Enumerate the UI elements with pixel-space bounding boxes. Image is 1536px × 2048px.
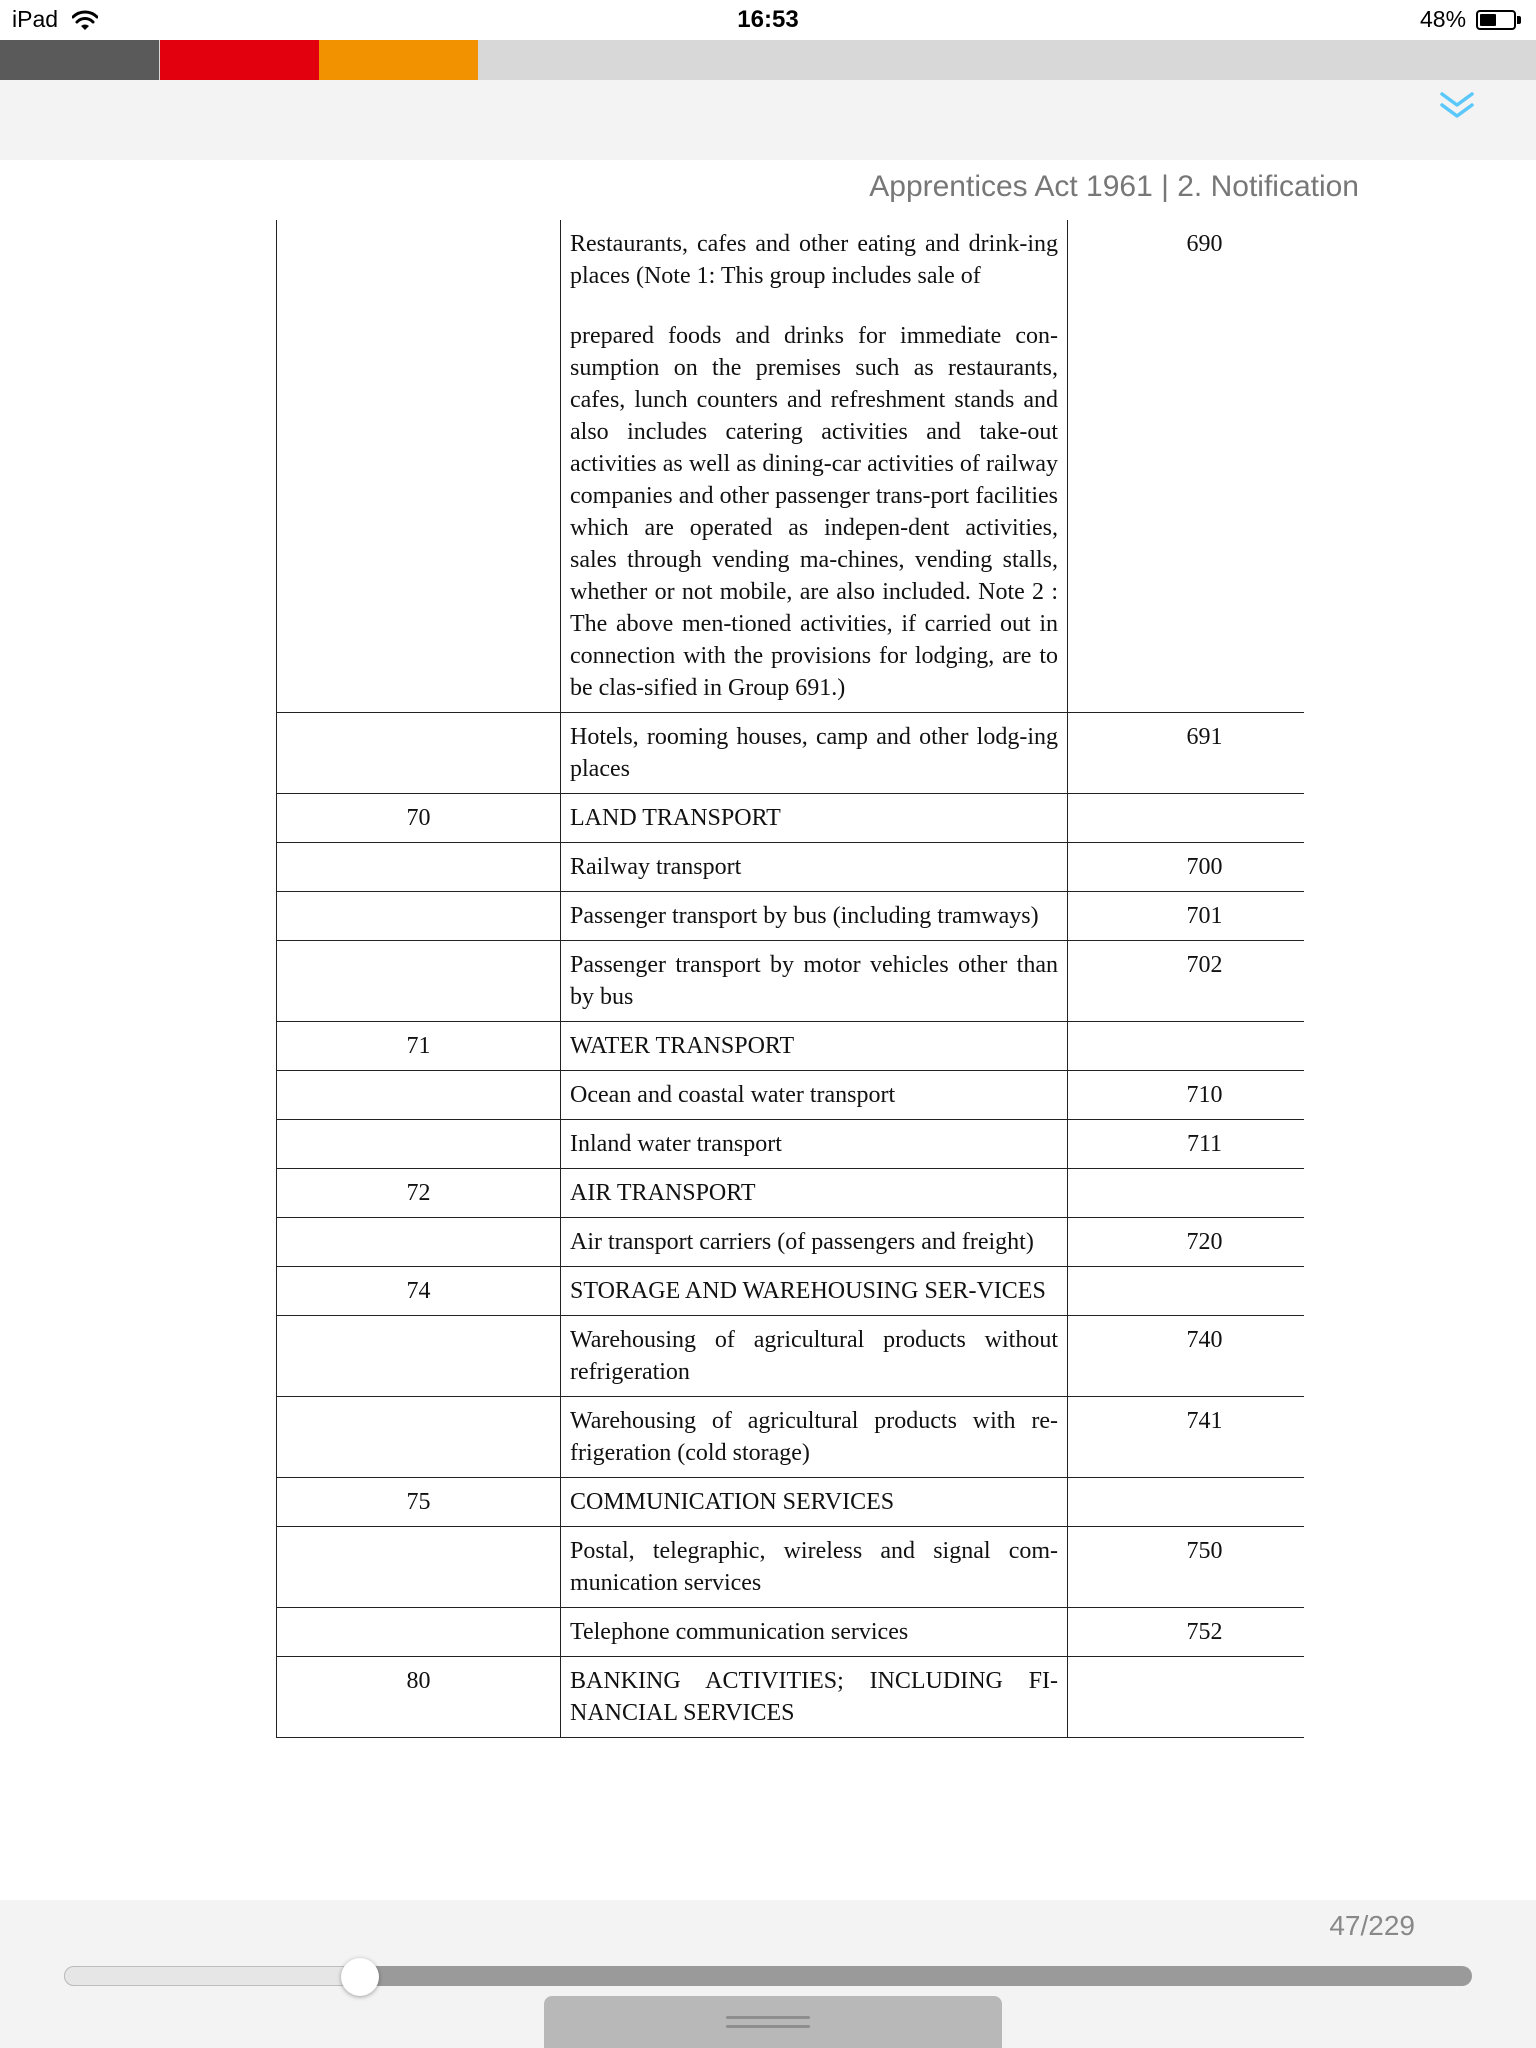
- description-cell: [561, 1527, 1068, 1608]
- group-cell: 691: [1068, 713, 1305, 794]
- division-cell: 72: [277, 1169, 561, 1218]
- description-cell: [561, 843, 1068, 892]
- battery-percent: 48%: [1420, 6, 1467, 32]
- description-text-continued: prepared foods and drinks for immediate con-sumption on the premises such as restaurants, cafes, lunch counters and refreshment stands and also includes catering activities and take-out activities as well as dining-car activities of railway companies and other passenger trans-port facilities which are operated as indepen-dent activities, sales through vending ma-chines, vending stalls, whether or not mobile, are also included. Note 2 : The above men-tioned activities, if carried out in connection with the provisions for lodging, are to be clas-sified in Group 691.): [570, 323, 1058, 701]
- table-row: [277, 892, 1305, 941]
- table-row: [277, 713, 1305, 794]
- group-cell: [1068, 1267, 1305, 1316]
- table-row: [277, 220, 1305, 713]
- description-cell: [561, 1657, 1068, 1738]
- group-cell: 701: [1068, 892, 1305, 941]
- group-cell: [1068, 1478, 1305, 1527]
- table-row: [277, 1218, 1305, 1267]
- page-slider-progress: [64, 1966, 360, 1986]
- brand-stripe: [0, 40, 1536, 80]
- stripe-orange: [319, 40, 478, 80]
- description-text: Postal, telegraphic, wireless and signal com-munication services: [570, 1538, 1058, 1596]
- page-title: Apprentices Act 1961 | 2. Notification: [869, 170, 1359, 203]
- group-cell: 740: [1068, 1316, 1305, 1397]
- description-text: Restaurants, cafes and other eating and drink-ing places (Note 1: This group includes sale of: [570, 231, 1058, 289]
- group-cell: 702: [1068, 941, 1305, 1022]
- group-cell: [1068, 794, 1305, 843]
- group-cell: [1068, 1022, 1305, 1071]
- division-cell: 71: [277, 1022, 561, 1071]
- device-label: iPad: [12, 6, 59, 32]
- description-text: WATER TRANSPORT: [570, 1033, 795, 1059]
- group-cell: 741: [1068, 1397, 1305, 1478]
- description-text: Railway transport: [570, 854, 742, 880]
- description-text: Telephone communication services: [570, 1619, 909, 1645]
- group-cell: 752: [1068, 1608, 1305, 1657]
- stripe-red: [160, 40, 319, 80]
- table-row: [277, 1478, 1305, 1527]
- description-cell: [561, 892, 1068, 941]
- description-cell: [561, 1316, 1068, 1397]
- group-cell: 690: [1068, 220, 1305, 713]
- division-cell: [277, 1071, 561, 1120]
- division-cell: 70: [277, 794, 561, 843]
- description-text: LAND TRANSPORT: [570, 805, 781, 831]
- description-text: Passenger transport by bus (including tramways): [570, 903, 1039, 929]
- group-cell: 720: [1068, 1218, 1305, 1267]
- description-text: Inland water transport: [570, 1131, 782, 1157]
- group-cell: [1068, 1657, 1305, 1738]
- table-row: [277, 1527, 1305, 1608]
- table-row: [277, 794, 1305, 843]
- description-text: Hotels, rooming houses, camp and other lodg-ing places: [570, 724, 1058, 782]
- stripe-gray: [0, 40, 159, 80]
- table-row: [277, 1608, 1305, 1657]
- description-cell: [561, 941, 1068, 1022]
- division-cell: [277, 1316, 561, 1397]
- battery-tip: [1517, 16, 1521, 24]
- description-text: Warehousing of agricultural products without refrigeration: [570, 1327, 1058, 1385]
- grip-icon: [726, 2016, 810, 2032]
- division-cell: 80: [277, 1657, 561, 1738]
- table-row: [277, 1071, 1305, 1120]
- division-cell: [277, 1608, 561, 1657]
- page-indicator: 47/229: [1329, 1910, 1415, 1941]
- description-cell: [561, 1478, 1068, 1527]
- description-cell: [561, 1608, 1068, 1657]
- description-text: AIR TRANSPORT: [570, 1180, 756, 1206]
- table-row: [277, 1120, 1305, 1169]
- description-cell: [561, 1022, 1068, 1071]
- description-text: COMMUNICATION SERVICES: [570, 1489, 895, 1515]
- division-cell: [277, 1120, 561, 1169]
- battery-icon: [1476, 10, 1516, 30]
- group-cell: 750: [1068, 1527, 1305, 1608]
- description-cell: [561, 220, 1068, 713]
- description-cell: [561, 1397, 1068, 1478]
- description-cell: [561, 713, 1068, 794]
- table-row: [277, 843, 1305, 892]
- description-cell: [561, 1169, 1068, 1218]
- document-page[interactable]: [276, 220, 1304, 1860]
- description-text: Ocean and coastal water transport: [570, 1082, 896, 1108]
- description-cell: [561, 1120, 1068, 1169]
- group-cell: [1068, 1169, 1305, 1218]
- division-cell: [277, 1527, 561, 1608]
- division-cell: [277, 892, 561, 941]
- description-cell: [561, 1071, 1068, 1120]
- classification-table: [276, 220, 1304, 1738]
- division-cell: [277, 1397, 561, 1478]
- table-row: [277, 941, 1305, 1022]
- table-row: [277, 1657, 1305, 1738]
- division-cell: [277, 843, 561, 892]
- description-text: Passenger transport by motor vehicles other than by bus: [570, 952, 1058, 1010]
- group-cell: 710: [1068, 1071, 1305, 1120]
- table-row: [277, 1169, 1305, 1218]
- group-cell: 700: [1068, 843, 1305, 892]
- description-text: Air transport carriers (of passengers and freight): [570, 1229, 1034, 1255]
- clock: 16:53: [737, 6, 799, 33]
- table-row: [277, 1397, 1305, 1478]
- reader-toolbar: [0, 80, 1536, 160]
- division-cell: [277, 220, 561, 713]
- division-cell: 75: [277, 1478, 561, 1527]
- description-text: STORAGE AND WAREHOUSING SER-VICES: [570, 1278, 1046, 1304]
- page-slider-thumb[interactable]: [341, 1958, 379, 1996]
- division-cell: [277, 941, 561, 1022]
- description-cell: [561, 794, 1068, 843]
- status-bar: [0, 0, 1536, 40]
- division-cell: [277, 1218, 561, 1267]
- description-text: Warehousing of agricultural products with re-frigeration (cold storage): [570, 1408, 1058, 1466]
- description-text: BANKING ACTIVITIES; INCLUDING FI-NANCIAL SERVICES: [570, 1668, 1058, 1726]
- table-row: [277, 1267, 1305, 1316]
- description-cell: [561, 1267, 1068, 1316]
- division-cell: 74: [277, 1267, 561, 1316]
- table-row: [277, 1316, 1305, 1397]
- double-chevron-down-icon[interactable]: [1438, 90, 1476, 122]
- division-cell: [277, 713, 561, 794]
- table-row: [277, 1022, 1305, 1071]
- group-cell: 711: [1068, 1120, 1305, 1169]
- description-cell: [561, 1218, 1068, 1267]
